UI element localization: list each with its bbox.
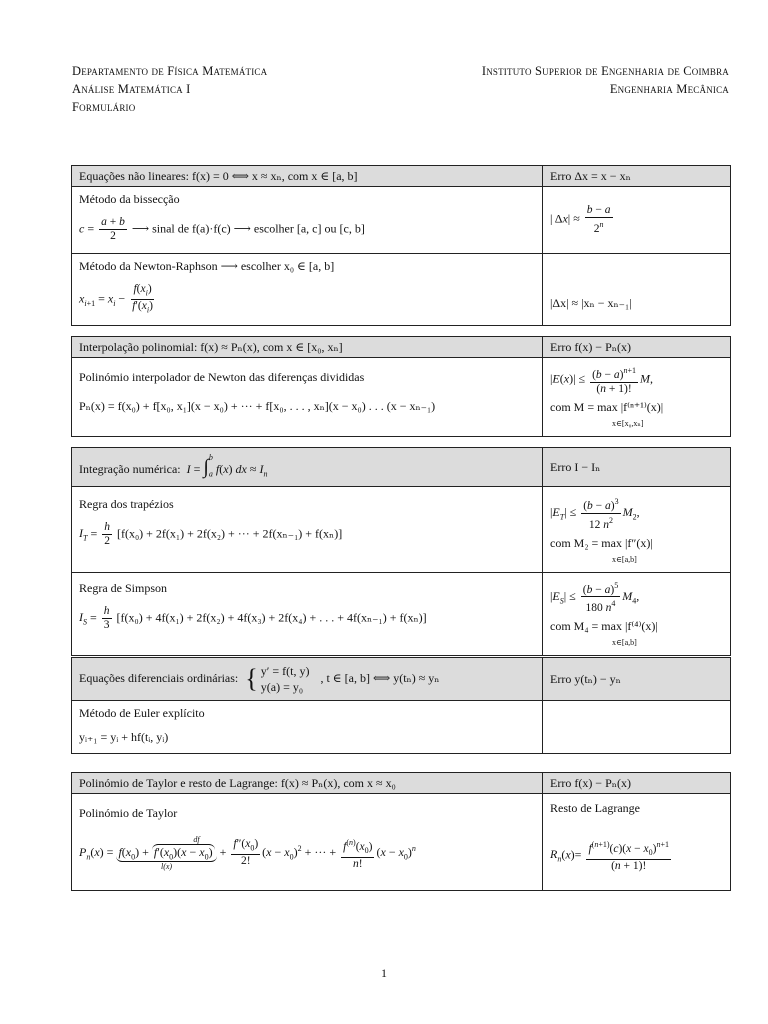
- newton-interpolation-formula: Pₙ(x) = f(x₀) + f[x₀, x₁](x − x₀) + ··· + f[x₀, . . . , xₙ](x − x₀) . . . (x − xₙ₋₁): [79, 399, 436, 413]
- df-label: df: [193, 835, 200, 844]
- ode-system-line-2: y(a) = y₀: [260, 680, 304, 694]
- page-header: [72, 62, 729, 116]
- newton-label: Método da Newton-Raphson ⟶ escolher x₀ ∈ [a, b]: [79, 259, 335, 273]
- newton-formula: $x_{i+1} = x_i$ − $\frac{f(x_i)}{f'(x_i)}$: [79, 283, 153, 315]
- euler-error-cell: [543, 701, 731, 754]
- simpson-formula: $I_S$ = $\frac{h}{3}$ [f(x₀) + 4f(x₁) + 2f(x₂) + 4f(x₃) + 2f(x₄) + . . . + 4f(xₙ₋₁) + f(xₙ)]: [79, 604, 427, 631]
- euler-formula: yᵢ₊₁ = yᵢ + hf(tᵢ, yᵢ): [79, 730, 169, 744]
- program-name: Engenharia Mecânica: [609, 82, 729, 96]
- interpolation-error: |E(x)| ≤ $\frac{(b - a)^{n+1}}{(n + 1)!}$ M, com M = max |f⁽ⁿ⁺¹⁾(x)| x∈[x₀,xₙ]: [543, 358, 731, 436]
- simpson-m: com M₄ = max |f⁽⁴⁾(x)|: [550, 619, 658, 634]
- section-nonlinear-equations: [71, 165, 731, 326]
- interpolation-m: com M = max |f⁽ⁿ⁺¹⁾(x)|: [550, 399, 664, 414]
- lx-label: l(x): [160, 862, 173, 872]
- section-numerical-integration: [71, 447, 731, 656]
- ode-system-line-1: y′ = f(t, y): [260, 664, 310, 678]
- bisection-error: | Δx| ≈ $\frac{b - a}{2^n}$: [543, 187, 731, 254]
- newton-error: |Δx| ≈ |xₙ − xₙ₋₁|: [543, 254, 731, 325]
- section-title: Equações não lineares: f(x) = 0 ⟺ x ≈ xₙ, com x ∈ [a, b]: [72, 166, 543, 187]
- page-number: 1: [381, 966, 387, 980]
- section-title: Integração numérica: $I = \int_a^b$ f(x) dx ≈ $I_n$: [72, 448, 543, 487]
- lagrange-remainder: Resto de Lagrange $R_n(x)=$ $\frac{f^{(n+1)}(c)(x - x_0)^{n+1}}{(n + 1)!}$: [543, 794, 731, 891]
- institute-name: Instituto Superior de Engenharia de Coimbra: [481, 64, 729, 78]
- section-polynomial-interpolation: [71, 336, 731, 437]
- trapezoid-error: $|E_T|$ ≤ $\frac{(b - a)^3}{12 n^2}$ $M_2$, com M₂ = max |f″(x)| x∈[a,b]: [543, 487, 731, 573]
- bisection-formula: c = $\frac{a + b}{2}$ ⟶ sinal de f(a)·f(c) ⟶ escolher [a, c] ou [c, b]: [79, 216, 365, 242]
- section-taylor: [71, 772, 731, 891]
- course-name: Análise Matemática I: [72, 82, 191, 96]
- error-header: Erro I − Iₙ: [543, 448, 731, 487]
- document-title: Formulário: [72, 100, 136, 114]
- bisection-label: Método da bissecção: [79, 192, 180, 206]
- error-header: Erro f(x) − Pₙ(x): [543, 337, 731, 358]
- trapezoid-formula: $I_T$ = $\frac{h}{2}$ [f(x₀) + 2f(x₁) + 2f(x₂) + ··· + 2f(xₙ₋₁) + f(xₙ)]: [79, 521, 343, 547]
- euler-label: Método de Euler explícito: [79, 706, 205, 720]
- error-header: Erro Δx = x − xₙ: [543, 166, 731, 187]
- lagrange-label: Resto de Lagrange: [550, 801, 640, 815]
- trapezoid-label: Regra dos trapézios: [79, 497, 174, 511]
- section-title: Interpolação polinomial: f(x) ≈ Pₙ(x), com x ∈ [x₀, xₙ]: [72, 337, 543, 358]
- section-title: Polinómio de Taylor e resto de Lagrange: f(x) ≈ Pₙ(x), com x ≈ x₀: [72, 773, 543, 794]
- simpson-error: $|E_S|$ ≤ $\frac{(b - a)^5}{180 n^4}$ $M_4$, com M₄ = max |f⁽⁴⁾(x)| x∈[a,b]: [543, 572, 731, 655]
- taylor-formula: $P_n(x)$ = df $f(x_0) + f'(x_0)(x - x_0)$ l(x) + $\frac{f''(x_0)}{2!}$ $(x - x_0)^2$ + ··· + $\frac{f^{(n)}(x_0)}{n!}$ $(x - x_0)^n$: [79, 835, 416, 872]
- trapezoid-m: com M₂ = max |f″(x)|: [550, 535, 653, 550]
- section-title: Equações diferenciais ordinárias: { y′ = f(t, y) y(a) = y₀ , t ∈ [a, b] ⟺ y(tₙ) ≈ yₙ: [72, 658, 543, 701]
- error-header: Erro y(tₙ) − yₙ: [543, 658, 731, 701]
- newton-interpolation-label: Polinómio interpolador de Newton das diferenças divididas: [79, 370, 365, 384]
- department-name: Departamento de Física Matemática: [72, 64, 268, 78]
- section-ode: [71, 657, 731, 754]
- error-header: Erro f(x) − Pₙ(x): [543, 773, 731, 794]
- simpson-label: Regra de Simpson: [79, 580, 167, 595]
- taylor-label: Polinómio de Taylor: [79, 806, 178, 820]
